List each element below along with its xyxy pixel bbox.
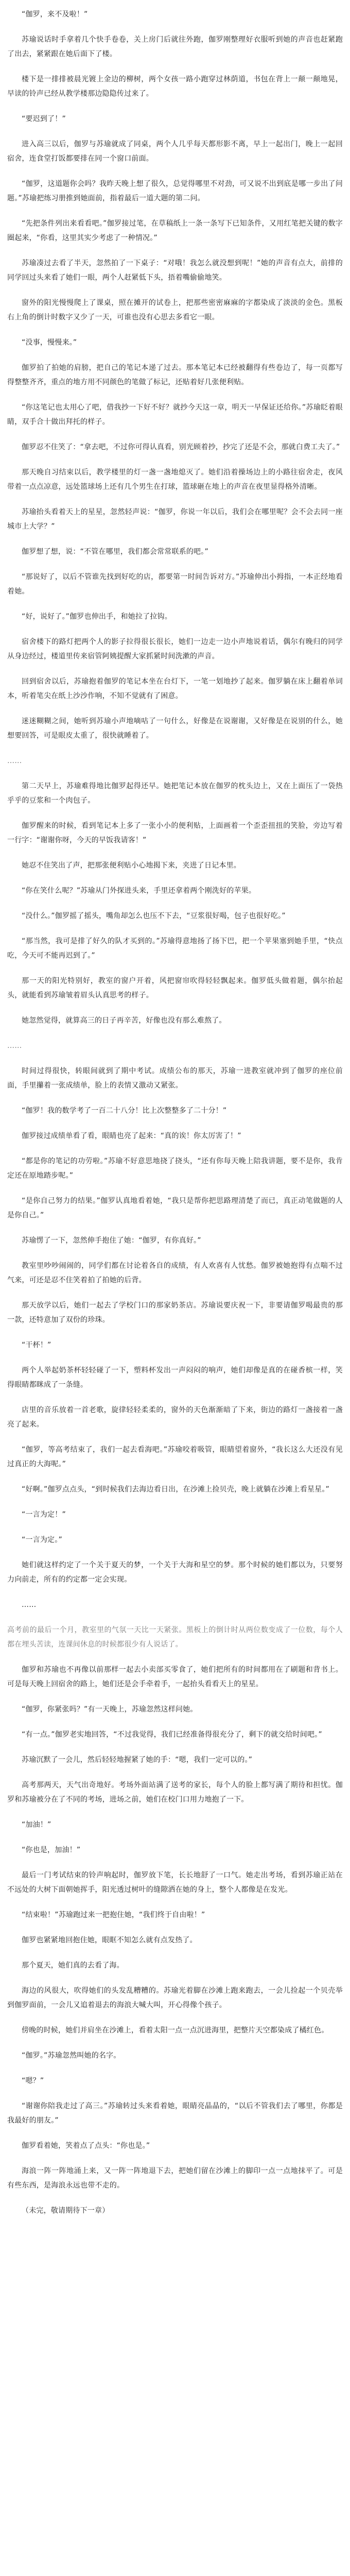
article-paragraph: 伽罗想了想，说：“不管在哪里，我们都会常常联系的吧。” — [22, 548, 208, 556]
article-paragraph: “伽罗，你紧张吗？”有一天晚上，苏瑜忽然这样问她。 — [22, 1705, 198, 1714]
article-paragraph: “没什么。”伽罗摇了摇头，嘴角却怎么也压不下去，“豆浆很好喝，包子也很好吃。” — [22, 912, 286, 920]
article-paragraph: “你也是，加油！” — [22, 1846, 81, 1854]
article-paragraph: “伽罗。”苏瑜忽然叫她的名字。 — [22, 2052, 121, 2060]
article-paragraph: 高考那两天，天气出奇地好。考场外面站满了送考的家长，每个人的脸上都写满了期待和担忧。伽罗和苏瑜被分在了不同的考场，进场之前，她们在校门口用力地抱了一下。 — [7, 1781, 343, 1804]
article-paragraph: 最后一门考试结束的铃声响起时，伽罗放下笔，长长地舒了一口气。她走出考场，看到苏瑜正站在不远处的大树下面朝她挥手，阳光透过树叶的缝隙洒在她的身上，整个人都像是在发光。 — [7, 1871, 343, 1894]
article-paragraph: “谢谢你陪我走过了高三。”苏瑜转过头来看着她，眼睛亮晶晶的，“以后不管我们去了哪里，你都是我最好的朋友。” — [7, 2102, 343, 2125]
article-paragraph: 第二天早上，苏瑜难得地比伽罗起得还早。她把笔记本放在伽罗的枕头边上，又在上面压了一袋热乎乎的豆浆和一个肉包子。 — [7, 782, 343, 805]
article-paragraph: 伽罗看着她，笑着点了点头：“你也是。” — [22, 2142, 150, 2150]
article-paragraph: 苏瑜凑过去看了半天，忽然拍了一下桌子：“对哦！我怎么就没想到呢！”她的声音有点大，前排的同学回过头来看了她们一眼，两个人赶紧低下头，捂着嘴偷偷地笑。 — [7, 259, 343, 282]
article-paragraph: “是你自己努力的结果。”伽罗认真地看着她，“我只是帮你把思路理清楚了而已，真正动笔做题的人是你自己。” — [7, 1197, 343, 1219]
article-paragraph: 海边的风很大，吹得她们的头发乱糟糟的。苏瑜光着脚在沙滩上跑来跑去，一会儿捡起一个贝壳举到伽罗面前，一会儿又追着退去的海浪大喊大叫，开心得像个孩子。 — [7, 1987, 343, 2009]
article-paragraph: “伽罗，来不及啦！” — [22, 10, 88, 19]
article-paragraph: “一言为定。” — [22, 1536, 62, 1544]
article-paragraph: “伽罗，等高考结束了，我们一起去看海吧。”苏瑜咬着吸管，眼睛望着窗外，“我长这么大还没有见过真正的大海呢。” — [7, 1446, 343, 1468]
article-paragraph: 苏瑜沉默了一会儿，然后轻轻地握紧了她的手：“嗯，我们一定可以的。” — [22, 1756, 253, 1764]
article-paragraph: 伽罗醒来的时候，看到笔记本上多了一张小小的便利贴，上面画着一个歪歪扭扭的笑脸，旁边写着一行字：“谢谢你呀，今天的早饭我请客！” — [7, 822, 343, 844]
article-paragraph: 那天放学以后，她们一起去了学校门口的那家奶茶店。苏瑜说要庆祝一下，非要请伽罗喝最贵的那一款，还特意加了双份的珍珠。 — [7, 1301, 343, 1324]
article-paragraph: 伽罗接过成绩单看了看，眼睛也亮了起来：“真的诶！你太厉害了！” — [22, 1132, 241, 1140]
article-paragraph: “没事，慢慢来。” — [22, 338, 77, 347]
article-paragraph: “那当然，我可是排了好久的队才买到的。”苏瑜得意地扬了扬下巴，把一个苹果塞到她手里，“快点吃，今天可不能再迟到了。” — [7, 937, 343, 960]
article-paragraph: 她们就这样约定了一个关于夏天的梦，一个关于大海和星空的梦。那个时候的她们都以为，只要努力向前走，所有的约定都一定会实现。 — [7, 1561, 343, 1584]
article-paragraph: 回到宿舍以后，苏瑜抱着伽罗的笔记本坐在台灯下，一笔一划地抄了起来。伽罗躺在床上翻着单词本，听着笔尖在纸上沙沙作响，不知不觉就有了困意。 — [7, 677, 343, 700]
article-paragraph: 苏瑜愣了一下，忽然伸手抱住了她：“伽罗，有你真好。” — [22, 1236, 201, 1245]
article-body — [7, 7, 343, 2218]
article-paragraph: 苏瑜抬头看着天上的星星，忽然轻声说：“伽罗，你说一年以后，我们会在哪里呢？会不会去同一座城市上大学？” — [7, 508, 343, 531]
article-paragraph: （未完，敬请期待下一章） — [22, 2207, 110, 2215]
article-paragraph: “都是你的笔记的功劳啦。”苏瑜不好意思地挠了挠头，“还有你每天晚上陪我讲题，要不是你，我肯定还在原地踏步呢。” — [7, 1157, 343, 1180]
article-paragraph: 两个人举起奶茶杯轻轻碰了一下，塑料杯发出一声闷闷的响声，她们却像是真的在碰香槟一样，笑得眼睛都眯成了一条缝。 — [7, 1366, 343, 1389]
article-paragraph: 海浪一阵一阵地涌上来，又一阵一阵地退下去，把她们留在沙滩上的脚印一点一点地抹平了。可是有些东西，是海浪永远也带不走的。 — [7, 2167, 343, 2190]
article-paragraph: 傍晚的时候，她们并肩坐在沙滩上，看着太阳一点一点沉进海里，把整片天空都染成了橘红色。 — [22, 2026, 329, 2035]
article-paragraph: 伽罗和苏瑜也不再像以前那样一起去小卖部买零食了，她们把所有的时间都用在了刷题和背书上。可是每天晚上回宿舍的路上，她们还是会手牵着手，一起抬头看看天上的星星。 — [7, 1666, 343, 1688]
article-paragraph: 那一天的阳光特别好，教室的窗户开着，风把窗帘吹得轻轻飘起来。伽罗低头做着题，偶尔抬起头，就能看到苏瑜皱着眉头认真思考的样子。 — [7, 977, 343, 999]
section-divider: …… — [7, 1042, 22, 1050]
article-paragraph: “有一点。”伽罗老实地回答，“不过我觉得，我们已经准备得很充分了，剩下的就交给时间吧。” — [22, 1731, 322, 1739]
article-paragraph: “你这笔记也太用心了吧，借我抄一下好不好？就抄今天这一章，明天一早保证还给你。”苏瑜眨着眼睛，双手合十做出拜托的样子。 — [7, 403, 343, 426]
article-paragraph: 时间过得很快，转眼间就到了期中考试。成绩公布的那天，苏瑜一进教室就冲到了伽罗的座位前面，手里攥着一张成绩单，脸上的表情又激动又紧张。 — [7, 1067, 343, 1090]
article-paragraph: 那个夏天，她们真的去看了海。 — [22, 1961, 124, 1970]
article-paragraph: “伽罗，这道题你会吗？我昨天晚上想了很久，总觉得哪里不对劲，可又说不出到底是哪一步出了问题。”苏瑜把练习册推到她面前，指着最后一道大题的第二问。 — [7, 180, 343, 202]
article-paragraph: 伽罗忍不住笑了：“拿去吧，不过你可得认真看，别光顾着抄，抄完了还是不会，那就白费工夫了。” — [22, 443, 340, 451]
article-paragraph: 店里的音乐放着一首老歌，旋律轻轻柔柔的，窗外的天色渐渐暗了下来，街边的路灯一盏接着一盏亮了起来。 — [7, 1406, 343, 1429]
article-paragraph: “那说好了，以后不管谁先找到好吃的店，都要第一时间告诉对方。”苏瑜伸出小拇指，一本正经地看着她。 — [7, 573, 343, 596]
article-paragraph: “嗯？” — [22, 2077, 44, 2085]
article-paragraph: 教室里吵吵闹闹的，同学们都在讨论着各自的成绩，有人欢喜有人忧愁。伽罗被她抱得有点喘不过气来，可还是忍不住笑着拍了拍她的后背。 — [7, 1262, 343, 1284]
article-paragraph: 苏瑜说话时手拿着几个快手卷卷，关上房门后就往外跑，伽罗刚整理好衣服听到她的声音也赶紧跑了出去，紧紧跟在她后面下了楼。 — [7, 36, 343, 58]
section-divider: 高考前的最后一个月，教室里的气氛一天比一天紧张。黑板上的倒计时从两位数变成了一位数，每个人都在埋头苦读，连课间休息的时候都很少有人说话了。 — [7, 1626, 343, 1649]
article-paragraph: “好，说好了。”伽罗也伸出手，和她拉了拉钩。 — [22, 613, 172, 621]
section-divider: …… — [7, 757, 22, 765]
article-paragraph: 伽罗拍了拍她的肩膀，把自己的笔记本递了过去。那本笔记本已经被翻得有些卷边了，每一页都写得整整齐齐，重点的地方用不同颜色的笔做了标记，还贴着好几张便利贴。 — [7, 364, 343, 386]
article-paragraph: 她忍不住笑出了声，把那张便利贴小心地揭下来，夹进了日记本里。 — [22, 861, 241, 870]
article-paragraph: “好啊。”伽罗点点头，“到时候我们去海边看日出，在沙滩上捡贝壳，晚上就躺在沙滩上看星星。” — [22, 1485, 330, 1494]
article-paragraph: 那天晚自习结束以后，教学楼里的灯一盏一盏地熄灭了。她们沿着操场边上的小路往宿舍走，夜风带着一点点凉意，远处篮球场上还有几个男生在打球，篮球砸在地上的声音在夜里显得格外清晰。 — [7, 468, 343, 491]
article-paragraph: “你在笑什么呢？”苏瑜从门外探进头来，手里还拿着两个刚洗好的苹果。 — [22, 887, 256, 895]
article-paragraph: “加油！” — [22, 1821, 51, 1829]
article-paragraph: “结束啦！”苏瑜跑过来一把抱住她，“我们终于自由啦！” — [22, 1911, 205, 1919]
article-paragraph: 迷迷糊糊之间，她听到苏瑜小声地嘀咕了一句什么，好像是在说谢谢，又好像是在说别的什么，她想要回答，可是眼皮太重了，很快就睡着了。 — [7, 717, 343, 740]
article-paragraph: “一言为定！” — [22, 1511, 66, 1519]
article-paragraph: “干杯！” — [22, 1341, 51, 1349]
article-paragraph: “先把条件列出来看看吧。”伽罗接过笔，在草稿纸上一条一条写下已知条件，又用红笔把关键的数字圈起来，“你看，这里其实少考虑了一种情况。” — [7, 219, 343, 242]
article-paragraph: 宿舍楼下的路灯把两个人的影子拉得很长很长，她们一边走一边小声地说着话，偶尔有晚归的同学从身边经过，楼道里传来宿管阿姨提醒大家抓紧时间洗漱的声音。 — [7, 638, 343, 660]
article-paragraph: “伽罗！我的数学考了一百二十八分！比上次整整多了二十分！” — [22, 1107, 227, 1115]
article-paragraph: 她忽然觉得，就算高三的日子再辛苦，好像也没有那么难熬了。 — [22, 1016, 226, 1025]
article-paragraph: 楼下是一排排被晨光镀上金边的柳树，两个女孩一路小跑穿过林荫道，书包在背上一颠一颠地晃，早读的铃声已经从教学楼那边隐隐传过来了。 — [7, 75, 343, 98]
article-paragraph: 窗外的阳光慢慢爬上了课桌，照在摊开的试卷上，把那些密密麻麻的字都染成了淡淡的金色。黑板右上角的倒计时数字又少了一天，可谁也没有心思去多看它一眼。 — [7, 299, 343, 321]
article-paragraph: 进入高三以后，伽罗与苏瑜就成了同桌，两个人几乎每天都形影不离，早上一起出门，晚上一起回宿舍，连食堂打饭都要排在同一个窗口前面。 — [7, 140, 343, 163]
article-paragraph: …… — [22, 1601, 37, 1609]
article-paragraph: 伽罗也紧紧地回抱住她，眼眶不知怎么就有点发热了。 — [22, 1936, 197, 1944]
article-paragraph: “要迟到了！” — [22, 115, 66, 123]
